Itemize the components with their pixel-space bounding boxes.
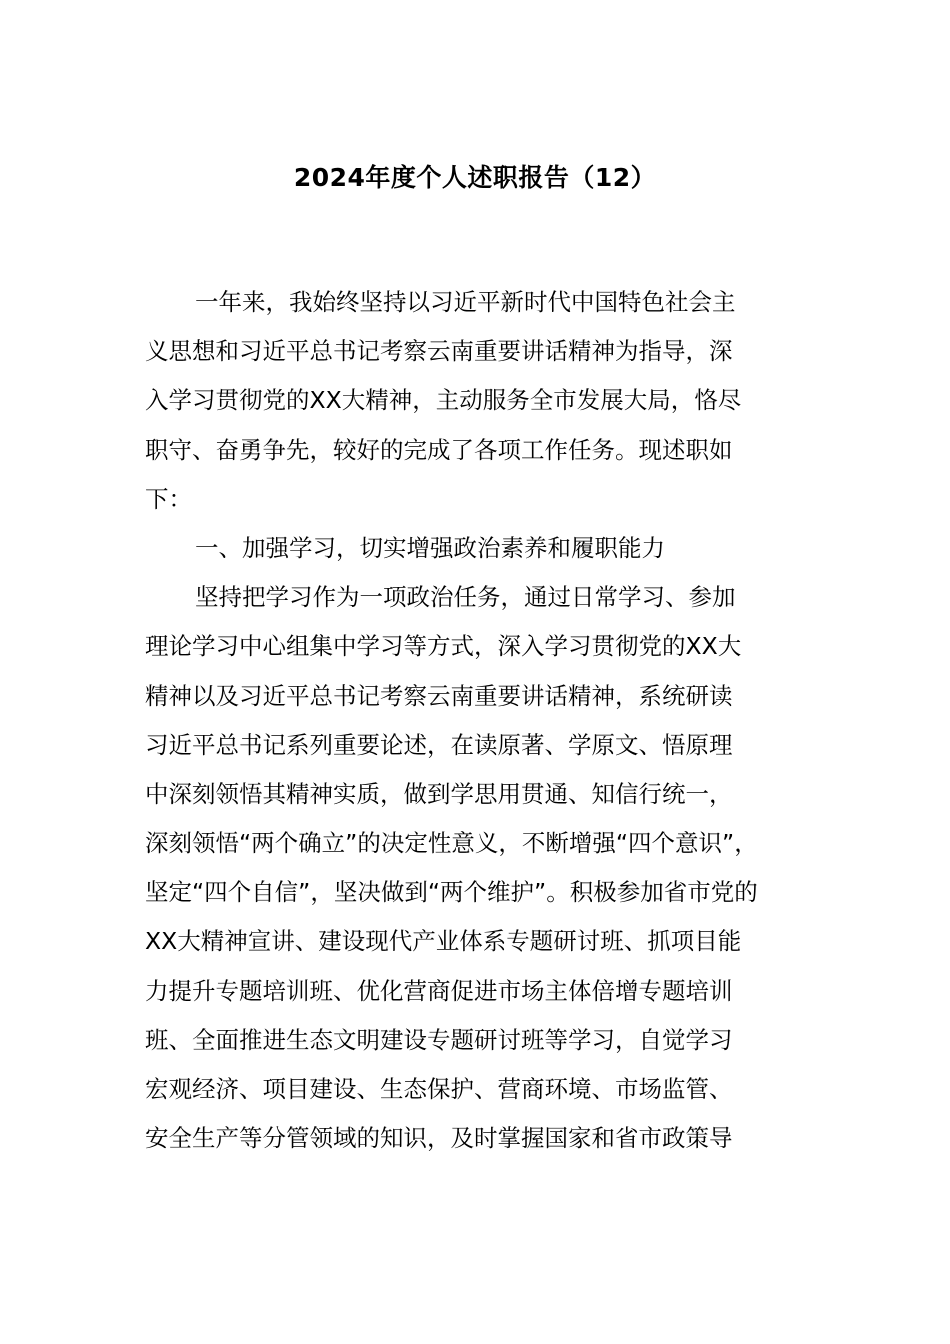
paragraph-line: 入学习贯彻党的XX大精神，主动服务全市发展大局，恪尽 [145, 386, 742, 415]
paragraph-line: 理论学习中心组集中学习等方式，深入学习贯彻党的XX大 [145, 632, 742, 661]
section-heading: 一、加强学习，切实增强政治素养和履职能力 [195, 533, 665, 562]
paragraph-line: 宏观经济、项目建设、生态保护、营商环境、市场监管、 [145, 1075, 733, 1103]
paragraph-line: 坚定“四个自信”，坚决做到“两个维护”。积极参加省市党的 [145, 878, 758, 907]
paragraph-line: 坚持把学习作为一项政治任务，通过日常学习、参加 [195, 583, 736, 612]
paragraph-line: 义思想和习近平总书记考察云南重要讲话精神为指导，深 [145, 337, 733, 366]
paragraph-line: 中深刻领悟其精神实质，做到学思用贯通、知信行统一， [145, 779, 733, 808]
paragraph-line: 安全生产等分管领域的知识，及时掌握国家和省市政策导 [145, 1124, 733, 1153]
paragraph-line: 习近平总书记系列重要论述，在读原著、学原文、悟原理 [145, 730, 733, 759]
paragraph-line: 力提升专题培训班、优化营商促进市场主体倍增专题培训 [145, 976, 733, 1005]
paragraph-line: 下： [145, 484, 192, 513]
paragraph-line: 一年来，我始终坚持以习近平新时代中国特色社会主 [195, 288, 736, 316]
paragraph-line: 职守、奋勇争先，较好的完成了各项工作任务。现述职如 [145, 435, 733, 464]
paragraph-line: 精神以及习近平总书记考察云南重要讲话精神，系统研读 [145, 681, 733, 710]
paragraph-line: 深刻领悟“两个确立”的决定性意义，不断增强“四个意识”， [145, 829, 758, 858]
document-title: 2024年度个人述职报告（12） [293, 163, 657, 192]
paragraph-line: XX大精神宣讲、建设现代产业体系专题研讨班、抓项目能 [145, 927, 742, 956]
document-body [145, 278, 810, 1163]
paragraph-line: 班、全面推进生态文明建设专题研讨班等学习，自觉学习 [145, 1025, 733, 1054]
